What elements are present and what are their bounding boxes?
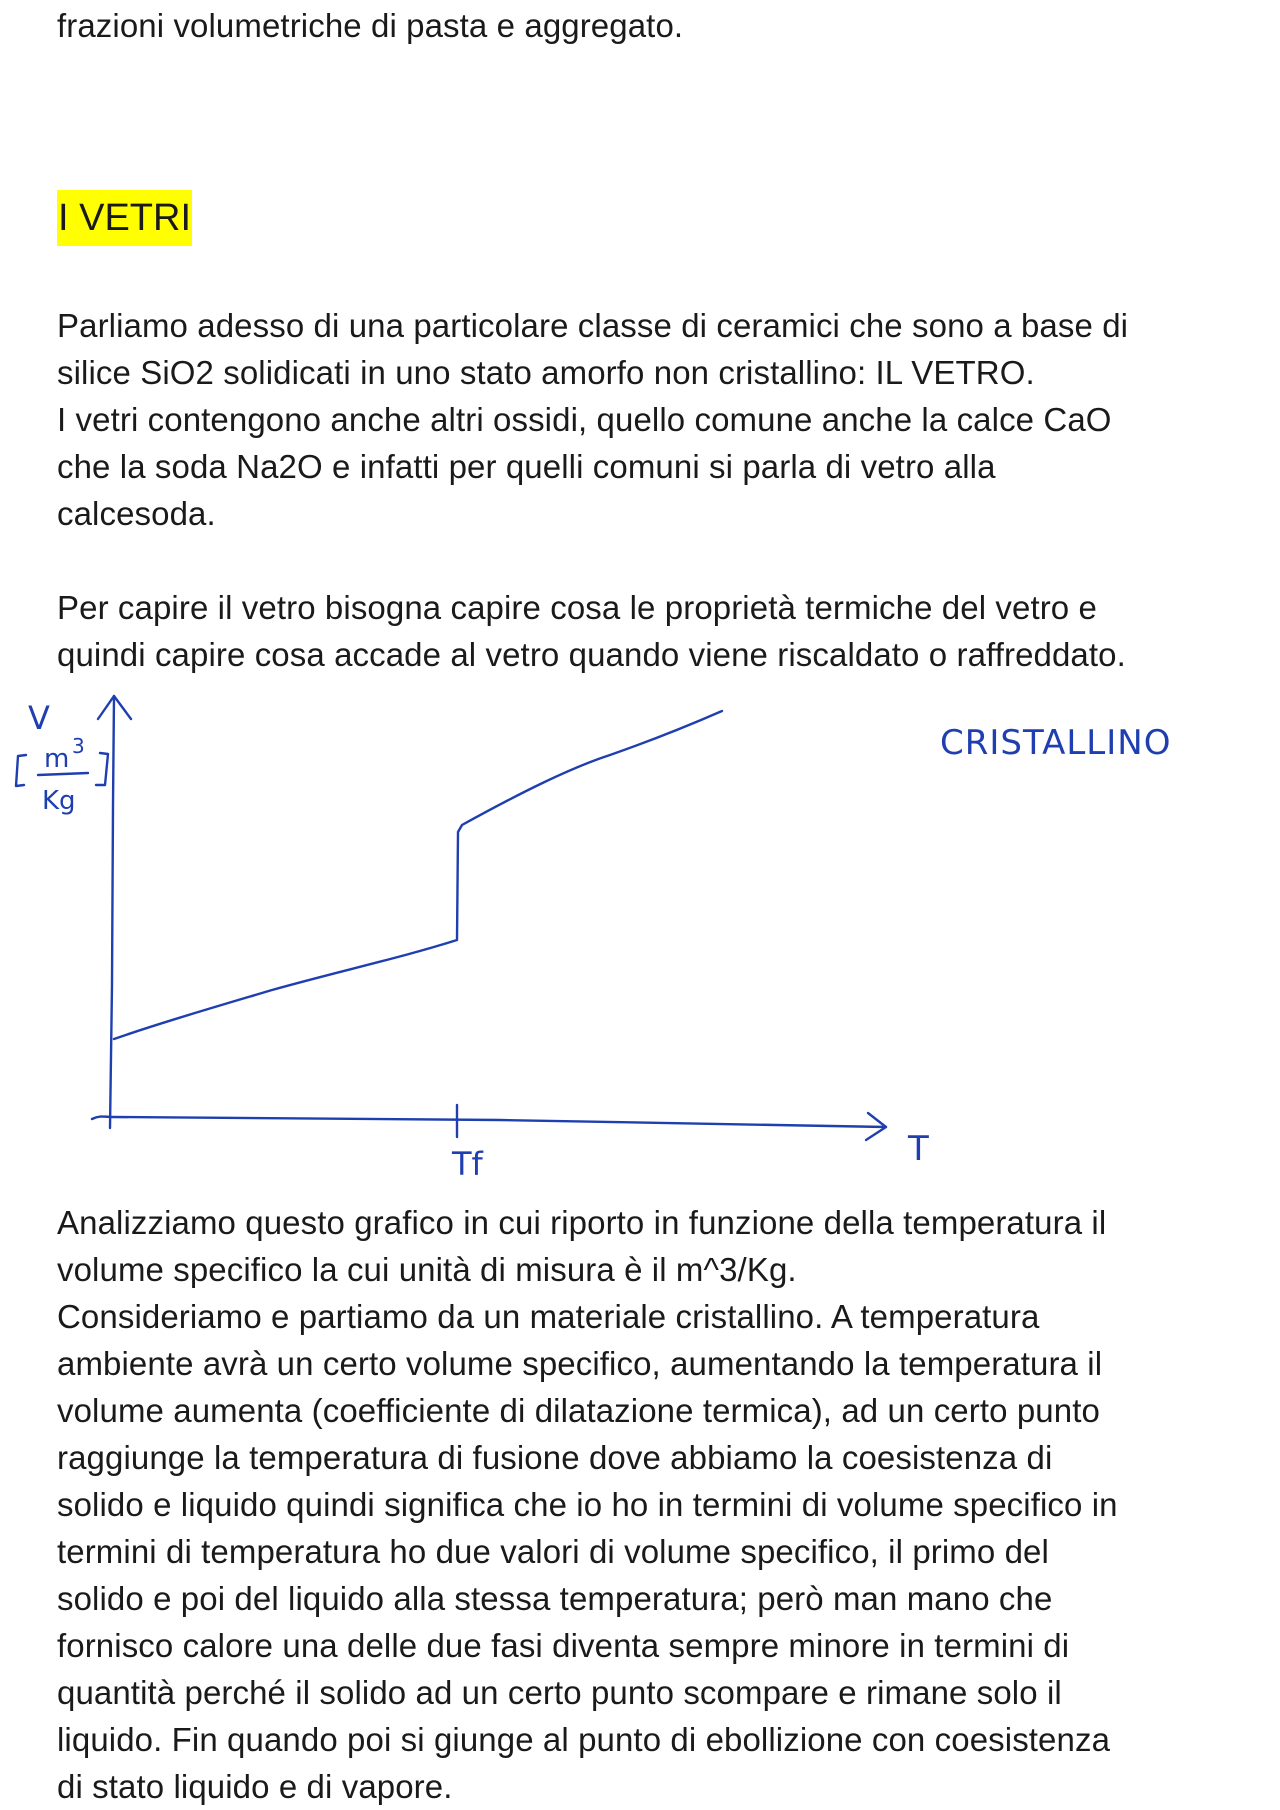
unit-left-bracket bbox=[16, 755, 26, 786]
text-line: liquido. Fin quando poi si giunge al punto di ebollizione con coesistenza bbox=[57, 1721, 1111, 1758]
text-line: ambiente avrà un certo volume specifico, aumentando la temperatura il bbox=[57, 1345, 1103, 1382]
text-line: calcesoda. bbox=[57, 495, 216, 532]
text-line: Parliamo adesso di una particolare classe di ceramici che sono a base di bbox=[57, 307, 1129, 344]
text-line: Analizziamo questo grafico in cui riporto in funzione della temperatura il bbox=[57, 1204, 1107, 1241]
text-line: I vetri contengono anche altri ossidi, quello comune anche la calce CaO bbox=[57, 401, 1112, 438]
text-line: silice SiO2 solidicati in uno stato amorfo non cristallino: IL VETRO. bbox=[57, 354, 1035, 391]
volume-temperature-sketch bbox=[0, 685, 1280, 1205]
y-axis-label: V bbox=[28, 699, 50, 737]
text-line: raggiunge la temperatura di fusione dove abbiamo la coesistenza di bbox=[57, 1439, 1053, 1476]
text-line: solido e liquido quindi significa che io ho in termini di volume specifico in bbox=[57, 1486, 1118, 1523]
text-line: solido e poi del liquido alla stessa temperatura; però man mano che bbox=[57, 1580, 1053, 1617]
text-line: Consideriamo e partiamo da un materiale cristallino. A temperatura bbox=[57, 1298, 1040, 1335]
paragraph-graph-analysis bbox=[57, 1199, 1232, 1810]
crystalline-annotation: CRISTALLINO bbox=[940, 723, 1172, 763]
text-line: fornisco calore una delle due fasi diventa sempre minore in termini di bbox=[57, 1627, 1070, 1664]
section-heading: I VETRI bbox=[57, 190, 192, 246]
y-axis bbox=[110, 696, 114, 1128]
tf-label: Tf bbox=[452, 1145, 483, 1183]
text-line: di stato liquido e di vapore. bbox=[57, 1768, 453, 1805]
x-axis bbox=[92, 1117, 886, 1128]
paragraph-thermal-properties bbox=[57, 584, 1232, 678]
unit-exponent: 3 bbox=[72, 734, 85, 758]
text-line: che la soda Na2O e infatti per quelli comuni si parla di vetro alla bbox=[57, 448, 996, 485]
text-line: frazioni volumetriche di pasta e aggregato. bbox=[57, 7, 684, 44]
text-line: volume aumenta (coefficiente di dilatazione termica), ad un certo punto bbox=[57, 1392, 1100, 1429]
crystalline-curve bbox=[114, 711, 722, 1039]
text-line: quantità perché il solido ad un certo punto scompare e rimane solo il bbox=[57, 1674, 1062, 1711]
x-axis-label: T bbox=[908, 1129, 929, 1169]
text-line: termini di temperatura ho due valori di volume specifico, il primo del bbox=[57, 1533, 1049, 1570]
text-line: volume specifico la cui unità di misura è il m^3/Kg. bbox=[57, 1251, 797, 1288]
paragraph-intro-glass bbox=[57, 302, 1232, 537]
unit-denominator: Kg bbox=[42, 786, 76, 816]
unit-right-bracket bbox=[96, 753, 108, 785]
unit-numerator: m bbox=[44, 744, 70, 774]
text-line: Per capire il vetro bisogna capire cosa le proprietà termiche del vetro e bbox=[57, 589, 1097, 626]
intro-line bbox=[57, 2, 1232, 49]
text-line: quindi capire cosa accade al vetro quando viene riscaldato o raffreddato. bbox=[57, 636, 1126, 673]
